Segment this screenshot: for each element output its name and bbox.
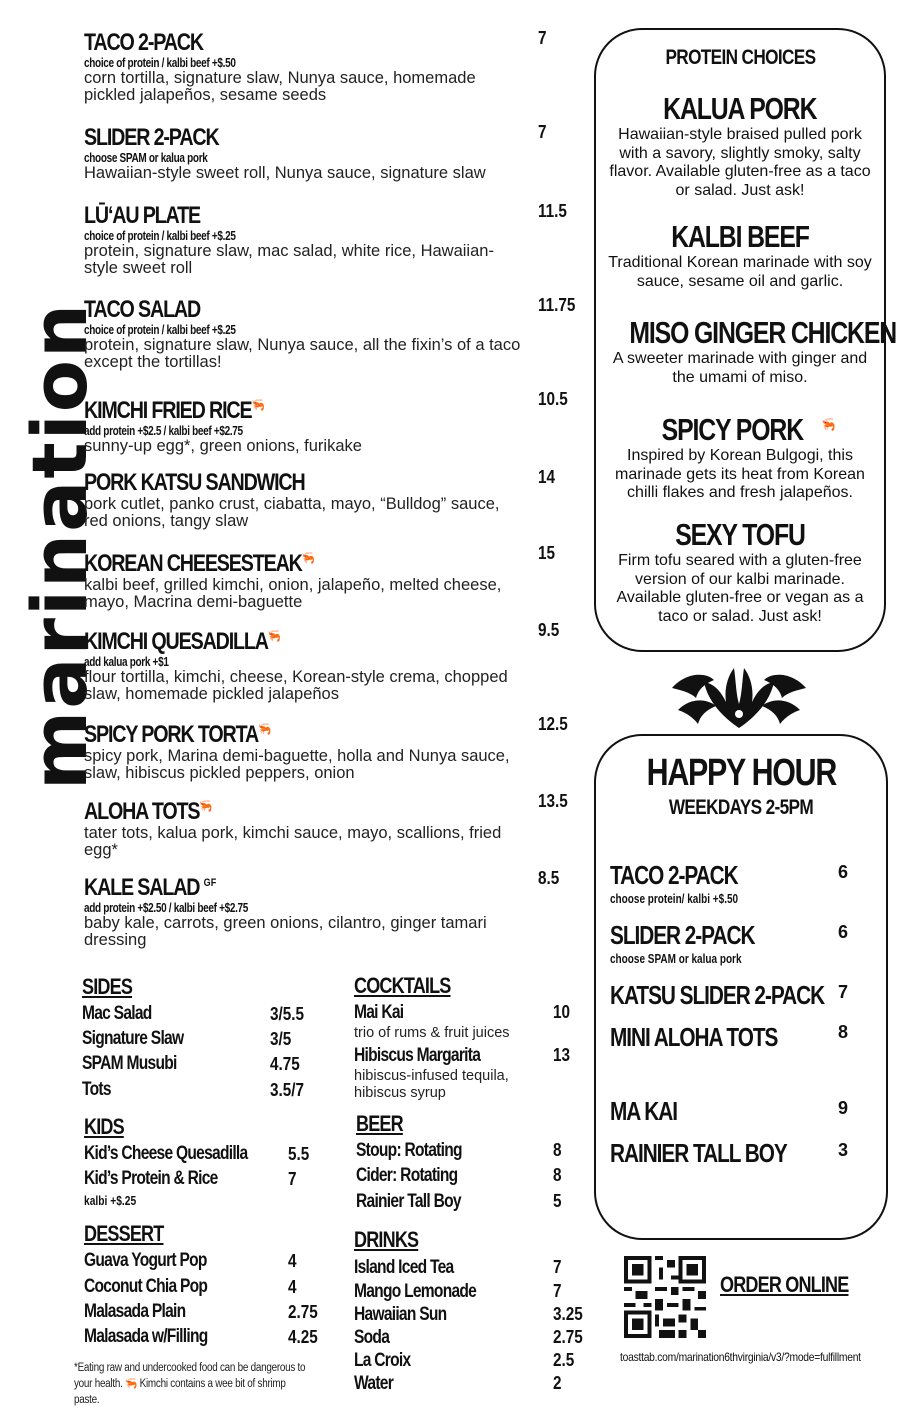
menu-item <box>84 545 524 611</box>
item-name: KALE SALAD <box>84 874 200 901</box>
item-desc: protein, signature slaw, mac salad, white rice, Hawaiian-style sweet roll <box>84 242 494 277</box>
menu-item <box>84 623 524 703</box>
item-desc: flour tortilla, kimchi, cheese, Korean-style crema, chopped slaw, homemade pickled jalapeños <box>84 668 508 703</box>
dessert-price: 4 <box>288 1251 297 1271</box>
drink-item: Water <box>354 1373 394 1394</box>
kids-item: Kid’s Protein & Rice <box>84 1168 218 1189</box>
item-desc: baby kale, carrots, green onions, cilantro, ginger tamari dressing <box>84 914 487 949</box>
qr-code-icon[interactable] <box>624 1256 706 1338</box>
drink-item: Island Iced Tea <box>354 1257 454 1278</box>
item-note: choose SPAM or kalua pork <box>84 151 208 165</box>
beer-price: 8 <box>553 1140 562 1160</box>
item-note: add kalua pork +$1 <box>84 655 169 669</box>
item-price: 9.5 <box>538 620 560 640</box>
beer-item: Rainier Tall Boy <box>356 1191 461 1212</box>
shrimp-icon: 🦐 <box>301 550 315 565</box>
shrimp-icon: 🦐 <box>267 628 282 643</box>
dessert-item: Malasada w/Filling <box>84 1326 208 1347</box>
happy-hour-price: 7 <box>838 982 849 1002</box>
cocktail-desc: hibiscus-infused tequila, hibiscus syrup <box>354 1068 509 1101</box>
order-online-link[interactable]: ORDER ONLINE <box>720 1272 849 1297</box>
dessert-price: 4 <box>288 1277 297 1297</box>
happy-hour-note: choose protein/ kalbi +$.50 <box>610 892 739 906</box>
happy-hour-price: 8 <box>838 1022 849 1042</box>
item-name: TACO SALAD <box>84 296 201 323</box>
sides-price: 4.75 <box>270 1054 300 1074</box>
menu-item <box>84 297 524 371</box>
shrimp-icon: 🦐 <box>199 798 213 813</box>
item-price: 11.5 <box>538 201 567 221</box>
drinks-title: DRINKS <box>354 1227 419 1252</box>
protein-desc: Hawaiian-style braised pulled pork with a savory, slightly smoky, salty flavor. Available gluten-free as a taco or salad. Just ask! <box>609 126 871 199</box>
protein-choices-title: PROTEIN CHOICES <box>665 46 815 69</box>
item-name: TACO 2-PACK <box>84 29 203 56</box>
cocktail-desc: trio of rums & fruit juices <box>354 1025 510 1041</box>
protein-item <box>596 92 884 200</box>
drink-price: 2 <box>553 1373 562 1393</box>
drink-item: Soda <box>354 1327 390 1348</box>
protein-item <box>596 315 897 387</box>
happy-hour-note: choose SPAM or kalua pork <box>610 952 742 966</box>
item-name: KIMCHI FRIED RICE <box>84 397 252 424</box>
gf-badge: GF <box>203 877 217 889</box>
drink-price: 7 <box>553 1257 562 1277</box>
protein-desc: Inspired by Korean Bulgogi, this marinade gets its heat from Korean chilli flakes and fresh jalapeños. <box>615 447 865 502</box>
drink-item: La Croix <box>354 1350 411 1371</box>
item-note: add protein +$2.50 / kalbi beef +$2.75 <box>84 901 249 915</box>
beer-item: Cider: Rotating <box>356 1165 458 1186</box>
order-url[interactable]: toasttab.com/marination6thvirginia/v3/?mode=fulfillment <box>620 1350 861 1364</box>
beer-price: 5 <box>553 1191 562 1211</box>
sides-item: Tots <box>82 1079 111 1100</box>
item-desc: sunny-up egg*, green onions, furikake <box>84 437 362 455</box>
item-desc: kalbi beef, grilled kimchi, onion, jalapeño, melted cheese, mayo, Macrina demi-baguette <box>84 576 502 611</box>
dessert-item: Coconut Chia Pop <box>84 1276 208 1297</box>
drink-price: 3.25 <box>553 1304 583 1324</box>
item-name: KIMCHI QUESADILLA <box>84 628 268 655</box>
menu-item <box>84 392 524 455</box>
item-name: LŪ‘AU PLATE <box>84 202 201 229</box>
protein-item <box>596 220 884 291</box>
disclaimer-line: Kimchi contains a wee bit of shrimp paste. <box>74 1378 286 1406</box>
kids-price: 5.5 <box>288 1144 310 1164</box>
item-price: 14 <box>538 467 556 487</box>
drink-item: Hawaiian Sun <box>354 1304 447 1325</box>
cocktail-item: Mai Kai <box>354 1002 404 1023</box>
dessert-price: 2.75 <box>288 1302 318 1322</box>
item-desc: Hawaiian-style sweet roll, Nunya sauce, signature slaw <box>84 164 486 182</box>
dessert-item: Malasada Plain <box>84 1301 186 1322</box>
item-name: SPICY PORK TORTA <box>84 721 259 748</box>
happy-hour-item: SLIDER 2-PACK <box>610 920 755 950</box>
item-desc: corn tortilla, signature slaw, Nunya sauce, homemade pickled jalapeños, sesame seeds <box>84 69 476 104</box>
item-desc: protein, signature slaw, Nunya sauce, all the fixin’s of a taco except the tortillas! <box>84 336 521 371</box>
happy-hour-item: RAINIER TALL BOY <box>610 1138 787 1168</box>
item-price: 7 <box>538 28 547 48</box>
dessert-title: DESSERT <box>84 1221 164 1246</box>
happy-hour-title: HAPPY HOUR <box>646 752 836 794</box>
kids-price: 7 <box>288 1169 297 1189</box>
menu-item <box>84 470 524 530</box>
happy-hour-price: 6 <box>838 922 849 942</box>
happy-hour-item: MA KAI <box>610 1096 677 1126</box>
item-price: 7 <box>538 122 547 142</box>
disclaimer <box>74 1360 306 1408</box>
menu-item <box>84 793 524 859</box>
kids-item: Kid’s Cheese Quesadilla <box>84 1143 248 1164</box>
item-name: KOREAN CHEESESTEAK <box>84 550 302 577</box>
brand-logo: marination <box>15 301 104 790</box>
item-name: PORK KATSU SANDWICH <box>84 469 305 496</box>
dessert-price: 4.25 <box>288 1327 318 1347</box>
shrimp-icon: 🦐 <box>125 1378 138 1390</box>
item-note: choice of protein / kalbi beef +$.50 <box>84 56 236 70</box>
protein-name: MISO GINGER CHICKEN <box>629 315 897 350</box>
protein-item <box>596 407 884 503</box>
protein-desc: Firm tofu seared with a gluten-free version of our kalbi marinade. Available gluten-free or vegan as a taco or salad. Just ask! <box>616 552 864 625</box>
sides-price: 3/5.5 <box>270 1004 305 1024</box>
happy-hour-item: KATSU SLIDER 2-PACK <box>610 980 825 1010</box>
sides-item: SPAM Musubi <box>82 1053 177 1074</box>
beer-price: 8 <box>553 1165 562 1185</box>
disclaimer-line: your health. <box>74 1378 123 1390</box>
leaf-ornament-icon <box>664 658 814 732</box>
cocktails-title: COCKTAILS <box>354 973 451 998</box>
item-name: SLIDER 2-PACK <box>84 124 219 151</box>
item-desc: spicy pork, Marina demi-baguette, holla and Nunya sauce, slaw, hibiscus pickled peppers, onion <box>84 747 510 782</box>
menu-item <box>84 716 524 782</box>
sides-title: SIDES <box>82 974 133 999</box>
happy-hour-price: 6 <box>838 862 849 882</box>
cocktail-item: Hibiscus Margarita <box>354 1045 481 1066</box>
protein-choices-panel <box>594 28 897 652</box>
protein-desc: A sweeter marinade with ginger and the umami of miso. <box>612 350 868 386</box>
happy-hour-panel <box>594 734 888 1240</box>
sides-price: 3.5/7 <box>270 1080 305 1100</box>
cocktail-price: 10 <box>553 1002 571 1022</box>
protein-name: SPICY PORK <box>661 412 803 448</box>
item-price: 13.5 <box>538 791 568 811</box>
shrimp-icon: 🦐 <box>258 721 272 736</box>
menu-item <box>84 870 524 949</box>
dessert-item: Guava Yogurt Pop <box>84 1250 207 1271</box>
kids-note: kalbi +$.25 <box>84 1194 137 1208</box>
protein-name: KALUA PORK <box>663 91 817 126</box>
protein-name: KALBI BEEF <box>671 219 809 254</box>
protein-desc: Traditional Korean marinade with soy sauce, sesame oil and garlic. <box>608 254 872 290</box>
drink-price: 7 <box>553 1281 562 1301</box>
item-price: 15 <box>538 543 556 563</box>
happy-hour-price: 9 <box>838 1098 849 1118</box>
protein-name: SEXY TOFU <box>675 517 805 552</box>
beer-title: BEER <box>356 1111 403 1136</box>
protein-item <box>596 518 884 626</box>
item-price: 10.5 <box>538 389 568 409</box>
happy-hour-item: MINI ALOHA TOTS <box>610 1022 778 1052</box>
item-price: 8.5 <box>538 868 560 888</box>
item-price: 12.5 <box>538 714 568 734</box>
menu-item <box>84 30 524 104</box>
shrimp-icon: 🦐 <box>251 397 265 412</box>
sides-price: 3/5 <box>270 1029 292 1049</box>
menu-item <box>84 125 524 182</box>
happy-hour-item: TACO 2-PACK <box>610 860 738 890</box>
drink-item: Mango Lemonade <box>354 1281 477 1302</box>
item-desc: tater tots, kalua pork, kimchi sauce, mayo, scallions, fried egg* <box>84 824 502 859</box>
menu-item <box>84 203 524 277</box>
item-note: choice of protein / kalbi beef +$.25 <box>84 323 236 337</box>
item-name: ALOHA TOTS <box>84 798 200 825</box>
item-desc: pork cutlet, panko crust, ciabatta, mayo, “Bulldog” sauce, red onions, tangy slaw <box>84 495 500 530</box>
drink-price: 2.75 <box>553 1327 583 1347</box>
sides-item: Mac Salad <box>82 1003 152 1024</box>
item-price: 11.75 <box>538 295 576 315</box>
item-note: choice of protein / kalbi beef +$.25 <box>84 229 236 243</box>
item-note: add protein +$2.5 / kalbi beef +$2.75 <box>84 424 243 438</box>
kids-title: KIDS <box>84 1114 124 1139</box>
happy-hour-subtitle: WEEKDAYS 2-5PM <box>668 796 814 819</box>
happy-hour-price: 3 <box>838 1140 849 1160</box>
cocktail-price: 13 <box>553 1045 571 1065</box>
sides-item: Signature Slaw <box>82 1028 184 1049</box>
disclaimer-line: *Eating raw and undercooked food can be dangerous to <box>74 1362 306 1374</box>
beer-item: Stoup: Rotating <box>356 1140 462 1161</box>
drink-price: 2.5 <box>553 1350 575 1370</box>
shrimp-icon: 🦐 <box>821 416 835 432</box>
